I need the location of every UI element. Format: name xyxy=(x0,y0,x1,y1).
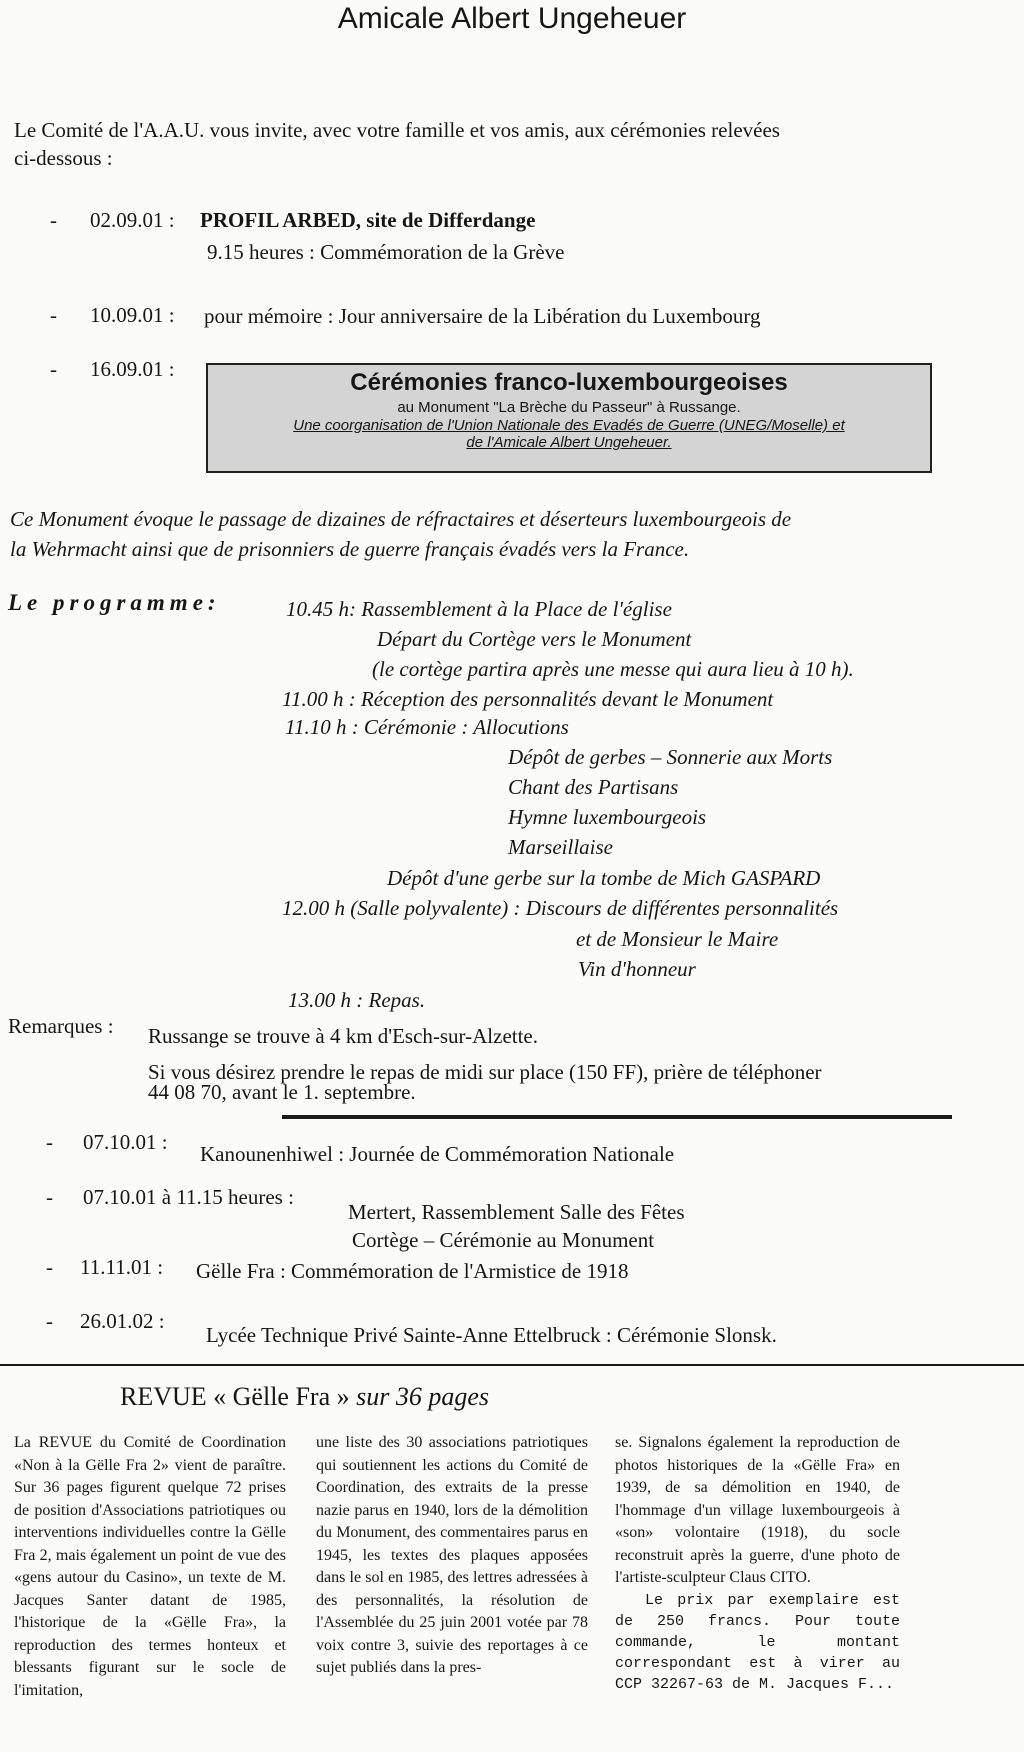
intro-text xyxy=(14,116,780,172)
intro-line-1: Le Comité de l'A.A.U. vous invite, avec votre famille et vos amis, aux cérémonies relevées xyxy=(14,118,780,142)
programme-line: (le cortège partira après une messe qui aura lieu à 10 h). xyxy=(372,657,854,681)
remarques-line: Russange se trouve à 4 km d'Esch-sur-Alzette. xyxy=(148,1024,539,1048)
programme-line: 11.00 h : Réception des personnalités devant le Monument xyxy=(282,687,774,711)
revue-title-main: REVUE « Gëlle Fra » xyxy=(120,1382,350,1411)
programme-line: Dépôt d'une gerbe sur la tombe de Mich GASPARD xyxy=(387,866,821,890)
page-title: Amicale Albert Ungeheuer xyxy=(337,2,687,35)
event-date: 26.01.02 : xyxy=(80,1309,165,1333)
revue-title xyxy=(120,1382,489,1412)
event-dash: - xyxy=(46,1309,53,1333)
section-divider xyxy=(282,1115,952,1119)
event-text: Mertert, Rassemblement Salle des Fêtes xyxy=(348,1200,685,1224)
monument-text xyxy=(10,504,791,564)
event-text: Lycée Technique Privé Sainte-Anne Ettelbruck : Cérémonie Slonsk. xyxy=(206,1323,777,1347)
event-dash: - xyxy=(46,1130,53,1154)
box-line-3: Une coorganisation de l'Union Nationale des Evadés de Guerre (UNEG/Moselle) et xyxy=(293,417,845,434)
revue-column-1 xyxy=(14,1432,286,1702)
event-dash: - xyxy=(46,1255,53,1279)
event-dash: - xyxy=(50,303,57,327)
programme-line: Marseillaise xyxy=(508,835,613,859)
event-text: Gëlle Fra : Commémoration de l'Armistice de 1918 xyxy=(196,1259,629,1283)
event-title: PROFIL ARBED, site de Differdange xyxy=(200,208,536,232)
revue-price-paragraph: Le prix par exemplaire est de 250 francs. Pour toute commande, le montant correspondant est à virer au CCP 32267-63 de M. Jacques F... xyxy=(615,1591,900,1693)
revue-paragraph: La REVUE du Comité de Coordination «Non à la Gëlle Fra 2» vient de paraître. Sur 36 pages figurent quelque 72 prises de position d'Associations patriotiques ou interventions individuelles contre la Gëlle Fra 2, mais également un point de vue des «gens autour du Casino», un texte de M. Jacques Santer datant de 1985, l'historique de la «Gëlle Fra», la reproduction des termes honteux et blessants figurant sur le socle de l'imitation, xyxy=(14,1434,286,1699)
remarques-line: 44 08 70, avant le 1. septembre. xyxy=(148,1080,416,1104)
revue-column-2 xyxy=(316,1432,588,1680)
programme-line: 12.00 h (Salle polyvalente) : Discours de différentes personnalités xyxy=(282,896,839,920)
revue-paragraph: se. Signalons également la reproduction de photos historiques de la «Gëlle Fra» en 1939, de sa démolition en 1940, de l'hommage d'un village luxembourgeois à «son» volontaire (1918), du socle reconstruit après la guerre, d'une photo de l'artiste-sculpteur Claus CITO. xyxy=(615,1434,900,1586)
event-date: 11.11.01 : xyxy=(80,1255,164,1279)
programme-line: Vin d'honneur xyxy=(578,957,696,981)
event-dash: - xyxy=(50,208,57,232)
monument-line-2: la Wehrmacht ainsi que de prisonniers de guerre français évadés vers la France. xyxy=(10,537,690,561)
monument-line-1: Ce Monument évoque le passage de dizaines de réfractaires et déserteurs luxembourgeois de xyxy=(10,507,792,531)
box-title: Cérémonies franco-luxembourgeoises xyxy=(350,369,788,396)
event-detail: 9.15 heures : Commémoration de la Grève xyxy=(207,240,565,264)
event-text: Kanounenhiwel : Journée de Commémoration Nationale xyxy=(200,1142,675,1166)
programme-line: 11.10 h : Cérémonie : Allocutions xyxy=(285,715,569,739)
programme-line: Départ du Cortège vers le Monument xyxy=(377,627,692,651)
remarques-line: Si vous désirez prendre le repas de midi sur place (150 FF), prière de téléphoner xyxy=(148,1060,822,1084)
programme-line: 13.00 h : Repas. xyxy=(288,988,426,1012)
event-text: pour mémoire : Jour anniversaire de la Libération du Luxembourg xyxy=(204,304,761,328)
intro-line-2: ci-dessous : xyxy=(14,146,113,170)
box-line-2: au Monument "La Brèche du Passeur" à Russange. xyxy=(397,399,741,416)
revue-column-3 xyxy=(615,1432,900,1695)
revue-paragraph: une liste des 30 associations patriotiques qui soutiennent les actions du Comité de Coordination, des extraits de la presse nazie parus en 1940, lors de la démolition du Monument, des commentaires parus en 1945, les textes des plaques apposées dans le sol en 1985, des lettres adressées à des personnalités, la résolution de l'Assemblée du 25 juin 2001 votée par 78 voix contre 3, suivie des reportages à ce sujet publiés dans la pres- xyxy=(316,1434,588,1676)
programme-line: Chant des Partisans xyxy=(508,775,679,799)
event-text: Cortège – Cérémonie au Monument xyxy=(352,1228,655,1252)
programme-line: Dépôt de gerbes – Sonnerie aux Morts xyxy=(508,745,833,769)
remarques-label: Remarques : xyxy=(8,1014,114,1038)
programme-line: 10.45 h: Rassemblement à la Place de l'église xyxy=(286,597,672,621)
ceremony-box xyxy=(206,363,932,473)
programme-line: et de Monsieur le Maire xyxy=(576,927,779,951)
event-date: 16.09.01 : xyxy=(90,357,175,381)
revue-title-suffix: sur 36 pages xyxy=(349,1382,490,1411)
event-date: 02.09.01 : xyxy=(90,208,175,232)
section-divider xyxy=(0,1364,1024,1366)
box-line-4: de l'Amicale Albert Ungeheuer. xyxy=(466,434,672,451)
event-date: 07.10.01 à 11.15 heures : xyxy=(83,1185,294,1209)
event-date: 07.10.01 : xyxy=(83,1130,168,1154)
programme-label: Le programme: xyxy=(8,590,221,615)
event-date: 10.09.01 : xyxy=(90,303,175,327)
programme-line: Hymne luxembourgeois xyxy=(508,805,707,829)
event-dash: - xyxy=(50,357,57,381)
event-dash: - xyxy=(46,1185,53,1209)
